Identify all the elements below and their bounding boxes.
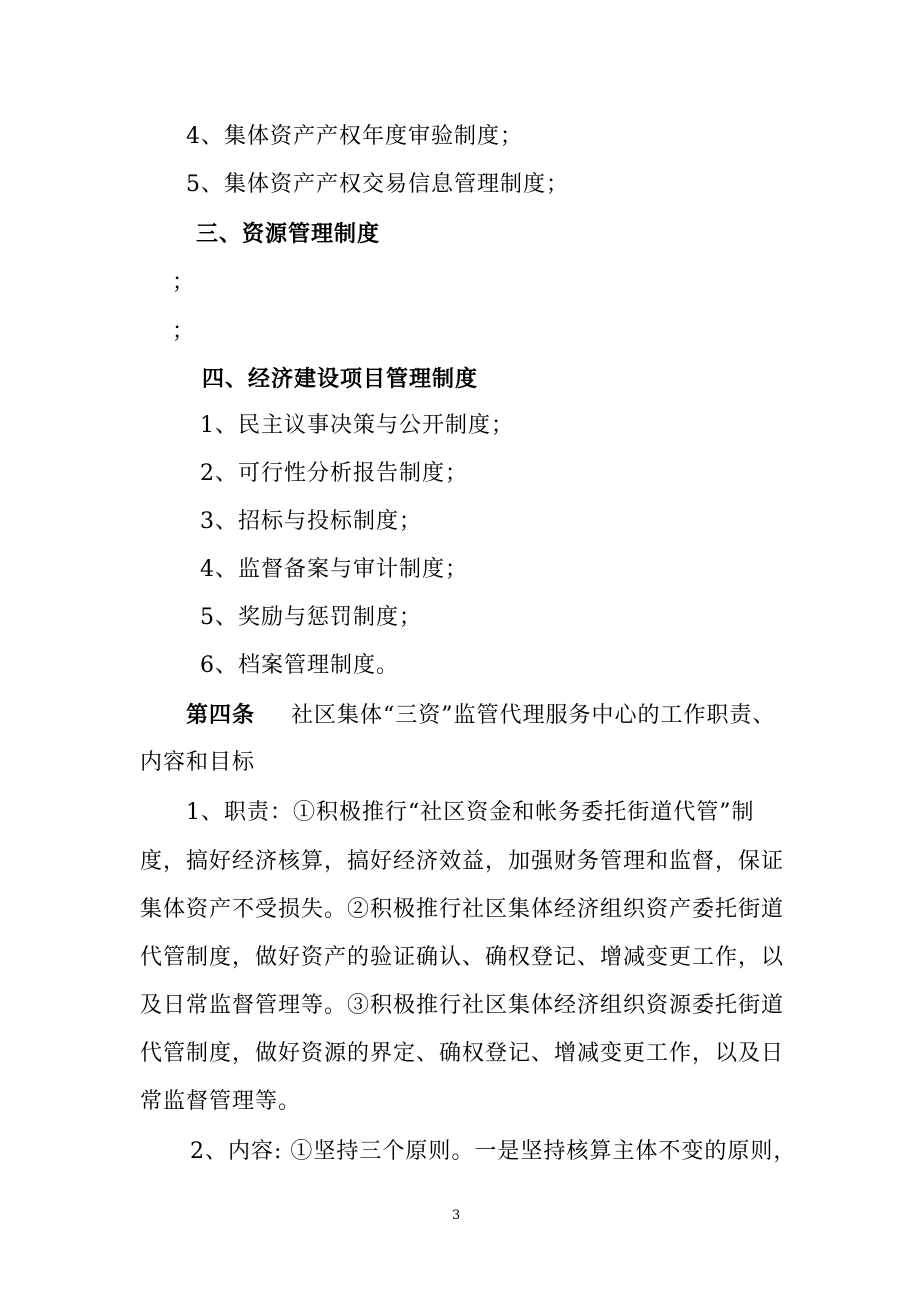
list-item: 5、集体资产产权交易信息管理制度； bbox=[186, 172, 569, 197]
paragraph-line: 代管制度，做好资源的界定、确权登记、增减变更工作，以及日 bbox=[140, 1041, 785, 1066]
section-heading: 三、资源管理制度 bbox=[196, 221, 381, 247]
article-title bbox=[186, 700, 776, 731]
paragraph-line: 及日常监督管理等。③积极推行社区集体经济组织资源委托街道 bbox=[140, 993, 785, 1018]
paragraph-line: 代管制度，做好资产的验证确认、确权登记、增减变更工作，以 bbox=[140, 945, 785, 970]
section-heading: 四、经济建设项目管理制度 bbox=[202, 366, 479, 392]
paragraph-line: 度，搞好经济核算，搞好经济效益，加强财务管理和监督，保证 bbox=[140, 849, 785, 874]
list-item: 4、集体资产产权年度审验制度； bbox=[186, 124, 523, 149]
list-item: 5、奖励与惩罚制度； bbox=[200, 605, 422, 630]
page-number: 3 bbox=[452, 1208, 461, 1223]
list-item: 3、招标与投标制度； bbox=[200, 509, 422, 534]
list-item: 4、监督备案与审计制度； bbox=[200, 557, 468, 582]
list-item: 6、档案管理制度。 bbox=[200, 653, 399, 678]
article-title-text: 社区集体“三资”监管代理服务中心的工作职责、 bbox=[291, 703, 776, 728]
article-title-continued: 内容和目标 bbox=[140, 750, 256, 775]
paragraph-line: 1、职责：①积极推行“社区资金和帐务委托街道代管”制 bbox=[186, 800, 755, 825]
paragraph-line: 集体资产不受损失。②积极推行社区集体经济组织资产委托街道 bbox=[140, 897, 785, 922]
list-item: ； bbox=[172, 319, 196, 344]
paragraph-line: 2、内容: ①坚持三个原则。一是坚持核算主体不变的原则， bbox=[190, 1139, 797, 1164]
list-item: 2、可行性分析报告制度； bbox=[200, 461, 468, 486]
list-item: ； bbox=[172, 270, 196, 295]
list-item: 1、民主议事决策与公开制度； bbox=[200, 413, 514, 438]
article-label: 第四条 bbox=[186, 702, 256, 728]
paragraph-line: 常监督管理等。 bbox=[140, 1089, 302, 1114]
